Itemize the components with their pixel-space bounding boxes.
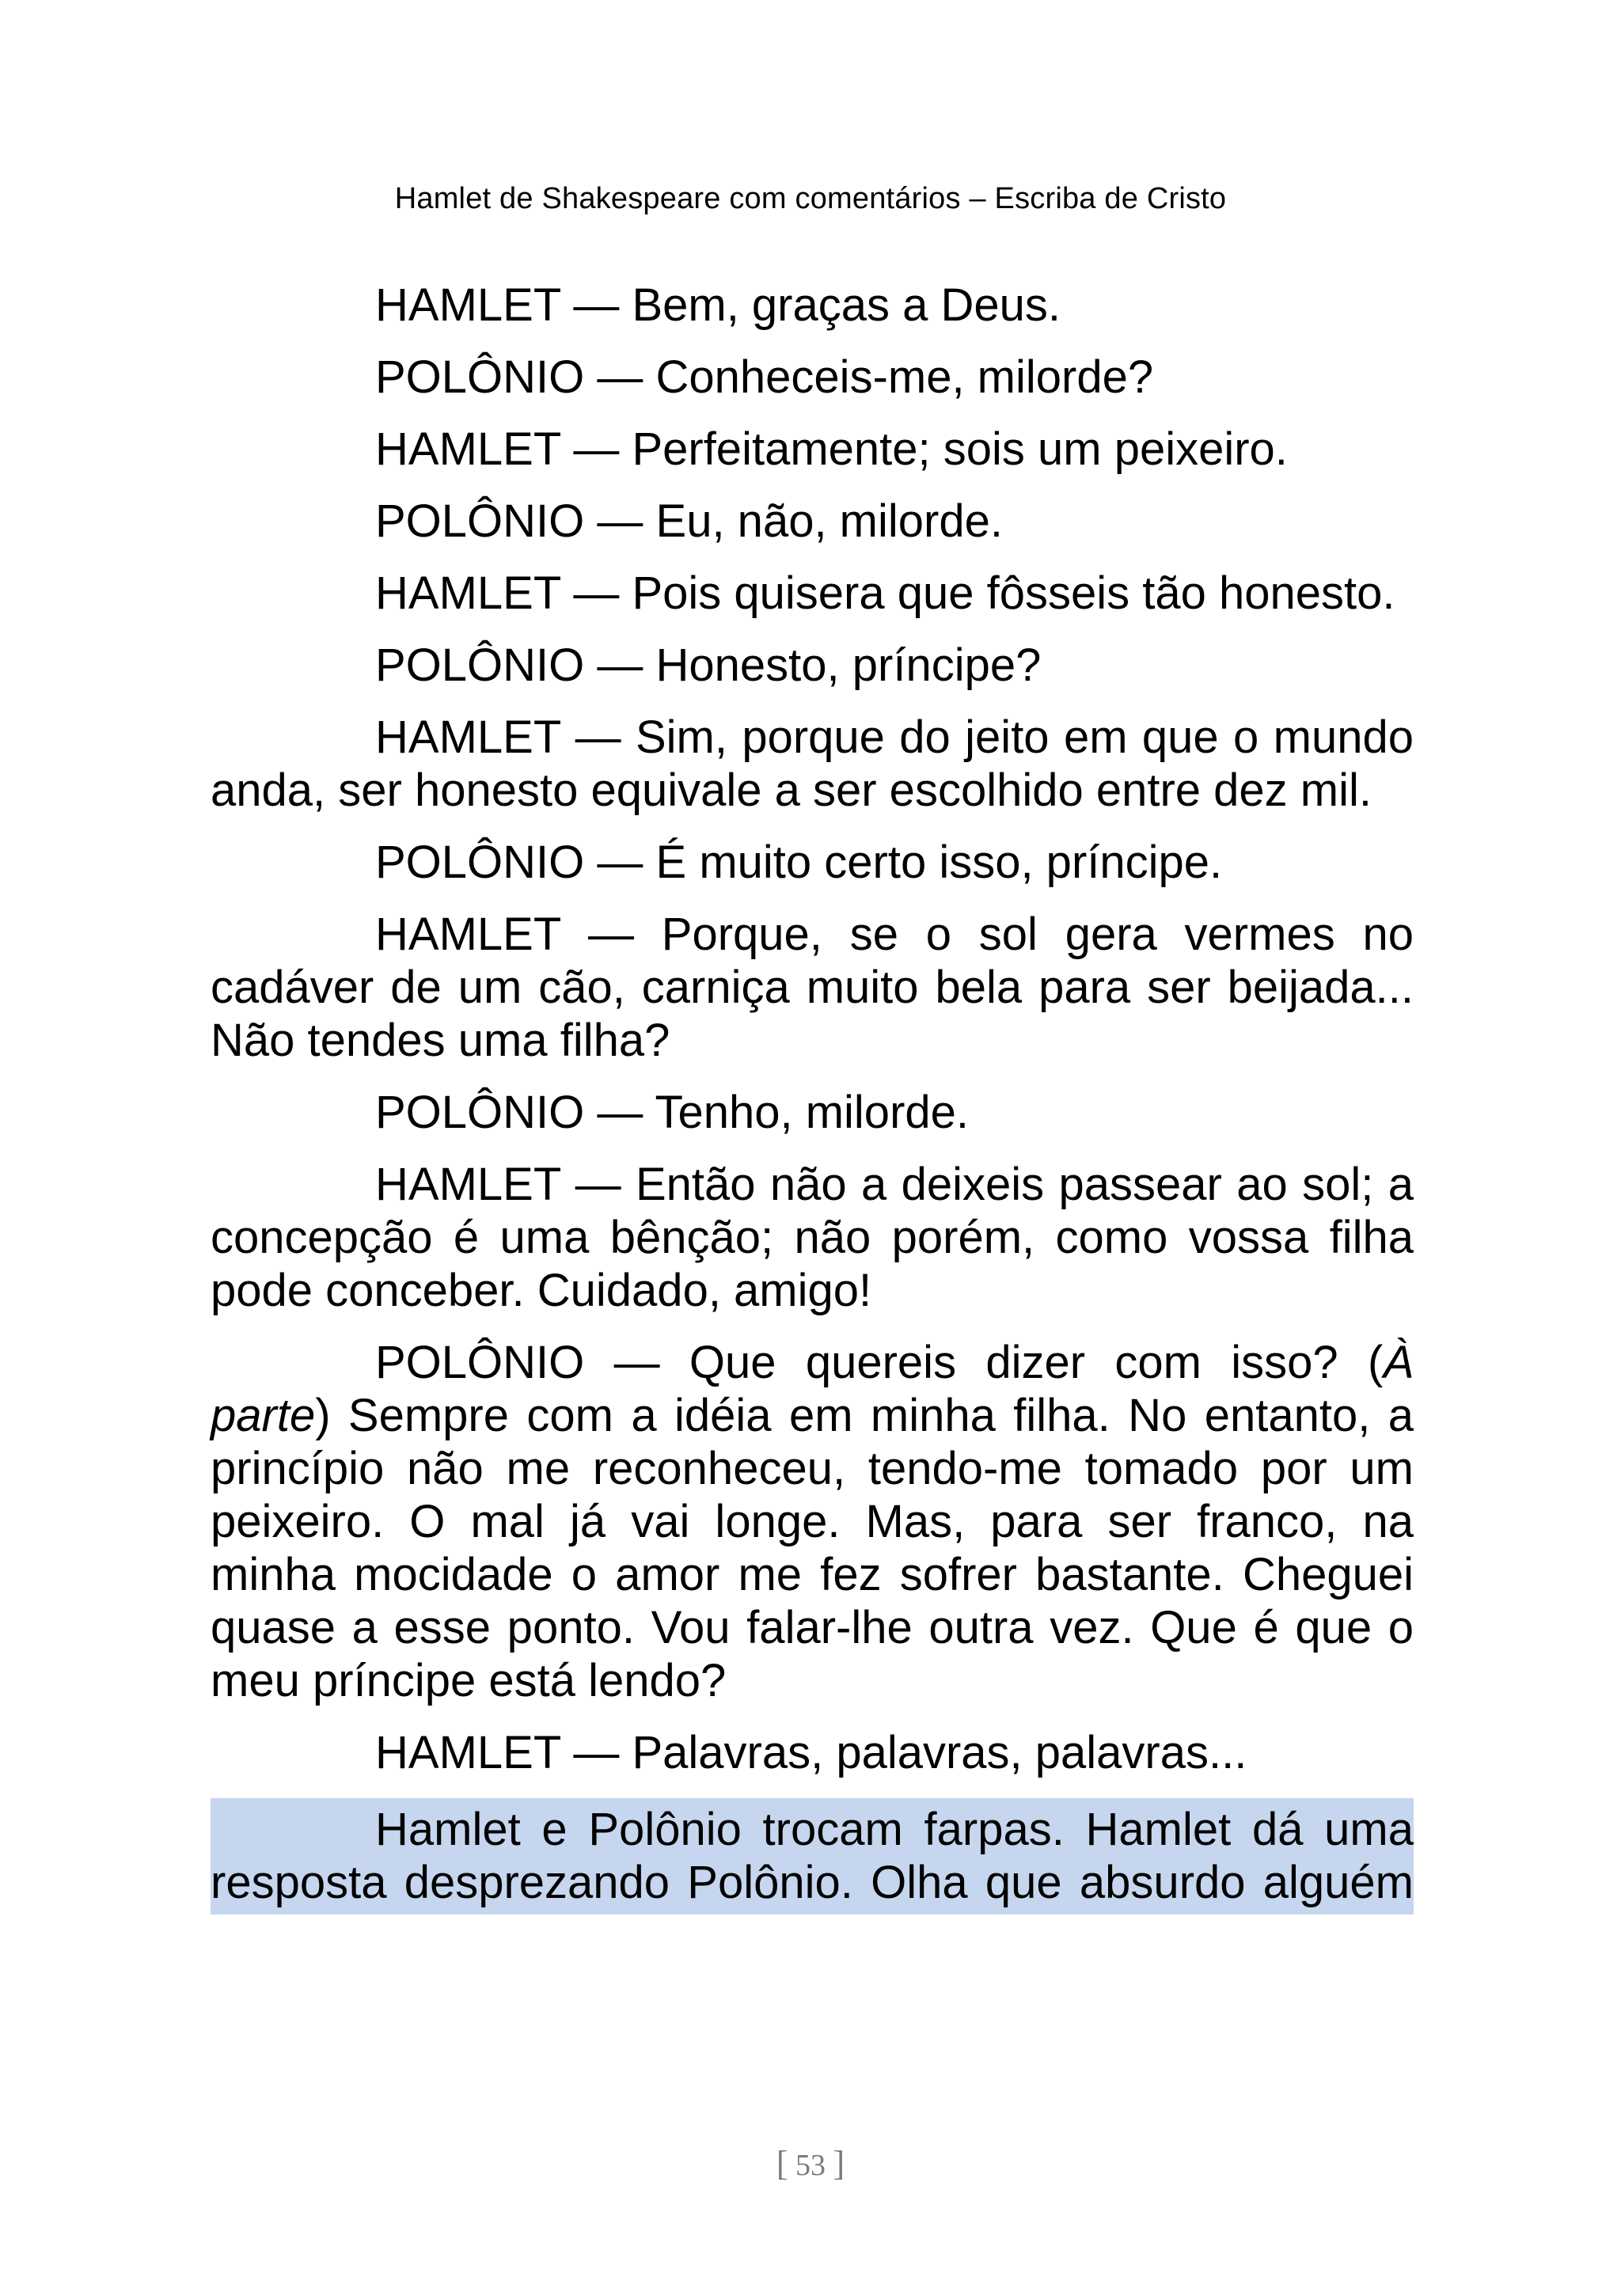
dialogue-line: HAMLET — Sim, porque do jeito em que o mundo anda, ser honesto equivale a ser escolhido entre dez mil.	[211, 712, 1414, 816]
dialogue-line: HAMLET — Palavras, palavras, palavras...	[375, 1727, 1247, 1778]
dialogue-line: POLÔNIO — Honesto, príncipe?	[375, 639, 1042, 691]
dialogue-line	[211, 1336, 1414, 1707]
dialogue-line: HAMLET — Pois quisera que fôsseis tão honesto.	[375, 567, 1395, 619]
highlighted-commentary	[211, 1798, 1414, 1915]
dialogue-line: POLÔNIO — Conheceis-me, milorde?	[375, 351, 1154, 403]
page-number-open-bracket: [	[776, 2144, 788, 2183]
commentary-line: resposta desprezando Polônio. Olha que absurdo alguém	[211, 1857, 1414, 1908]
running-header: Hamlet de Shakespeare com comentários – Escriba de Cristo	[394, 182, 1227, 215]
dialogue-line: HAMLET — Porque, se o sol gera vermes no cadáver de um cão, carniça muito bela para ser beijada... Não tendes uma filha?	[211, 909, 1414, 1066]
dialogue-text: POLÔNIO — Que quereis dizer com isso? (	[375, 1337, 1384, 1388]
dialogue-line: HAMLET — Então não a deixeis passear ao sol; a concepção é uma bênção; não porém, como vossa filha pode conceber. Cuidado, amigo!	[211, 1159, 1414, 1316]
page-number-close-bracket: ]	[833, 2144, 845, 2183]
page-number	[0, 2143, 1621, 2184]
page-body	[211, 279, 1414, 1915]
page-number-value: 53	[795, 2149, 826, 2182]
dialogue-text: ) Sempre com a idéia em minha filha. No entanto, a princípio não me reconheceu, tendo-me tomado por um peixeiro. O mal já vai longe. Mas, para ser franco, na minha mocidade o amor me fez sofrer bastante. Cheguei quase a esse ponto. Vou falar-lhe outra vez. Que é que o meu príncipe está lendo?	[211, 1390, 1414, 1706]
dialogue-line: POLÔNIO — Tenho, milorde.	[375, 1087, 970, 1138]
dialogue-line: POLÔNIO — É muito certo isso, príncipe.	[375, 837, 1223, 888]
commentary-line: Hamlet e Polônio trocam farpas. Hamlet dá uma	[375, 1804, 1414, 1855]
dialogue-line: POLÔNIO — Eu, não, milorde.	[375, 495, 1003, 547]
dialogue-line: HAMLET — Bem, graças a Deus.	[375, 279, 1061, 331]
dialogue-line: HAMLET — Perfeitamente; sois um peixeiro.	[375, 423, 1288, 475]
stage-direction: À parte	[211, 1337, 1414, 1441]
